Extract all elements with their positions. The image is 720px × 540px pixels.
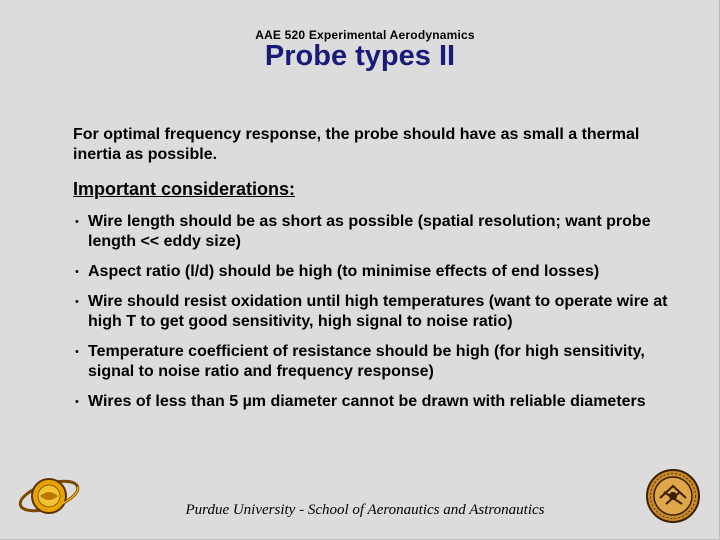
- list-item: [73, 292, 673, 332]
- list-item-text: Temperature coefficient of resistance should be high (for high sensitivity, signal to noise ratio and frequency response): [88, 343, 645, 380]
- bullet-icon: •: [75, 266, 79, 278]
- slide-title: Probe types II: [264, 40, 456, 72]
- intro-paragraph: For optimal frequency response, the probe should have as small a thermal inertia as possible.: [73, 126, 640, 163]
- list-item-text: Wire should resist oxidation until high temperatures (want to operate wire at high T to get good sensitivity, high signal to noise ratio): [88, 293, 668, 330]
- bullet-icon: •: [75, 346, 79, 358]
- considerations-list: [73, 212, 673, 422]
- aeronautics-seal-icon: [640, 468, 706, 524]
- bullet-icon: •: [75, 296, 79, 308]
- list-item: [73, 392, 673, 412]
- list-item: [73, 342, 673, 382]
- list-item-text: Wires of less than 5 µm diameter cannot be drawn with reliable diameters: [88, 393, 646, 410]
- course-header: AAE 520 Experimental Aerodynamics: [255, 28, 475, 42]
- bullet-icon: •: [75, 396, 79, 408]
- list-item: [73, 212, 673, 252]
- bullet-icon: •: [75, 216, 79, 228]
- considerations-heading: Important considerations:: [73, 179, 296, 199]
- list-item-text: Wire length should be as short as possible (spatial resolution; want probe length << eddy size): [88, 213, 651, 250]
- list-item-text: Aspect ratio (l/d) should be high (to minimise effects of end losses): [88, 263, 600, 280]
- list-item: [73, 262, 673, 282]
- footer-text: Purdue University - School of Aeronautics and Astronautics: [185, 502, 545, 518]
